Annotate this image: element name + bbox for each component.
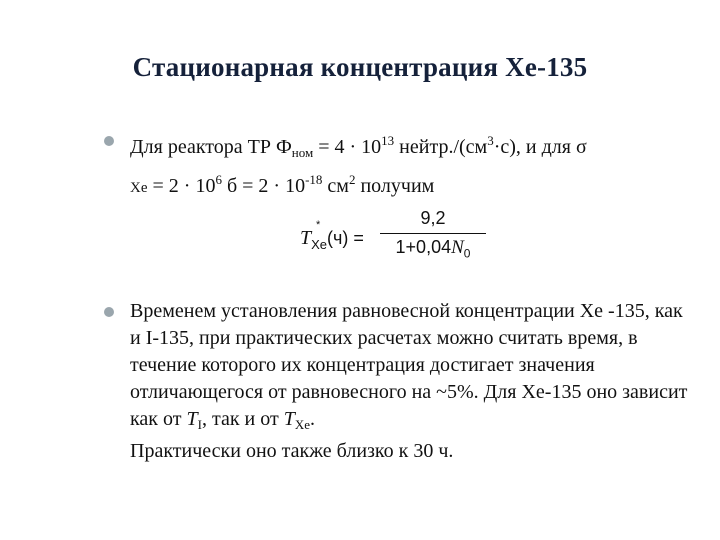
fraction-bar — [380, 233, 486, 234]
formula-star: * — [316, 219, 321, 231]
formula-numerator: 9,2 — [420, 208, 446, 228]
formula-denominator: $1+0,04N_0$ — [395, 237, 471, 261]
paragraph-equilibrium-time: Временем установления равновесной концентрации Xe -135, как и I-135, при практических расчетах можно считать время, в течение которого их концентрация достигает значения отличающегося от равновесного на ~5%. Для Xe-135 оно зависит как от $T_I$, так и от $T_{Xe}$. Практически оно также близко к 30 ч. — [130, 300, 688, 462]
formula-lhs: $T_{Xe}(ч)$ = — [300, 227, 364, 252]
paragraph-reactor-params: Для реактора ТР $Ф_{ном} = 4 \cdot 10^{13}$ $нейтр./(см^3\cdot с)$, и для σ $Xe = 2 \cdot 10^6$ $б = 2 \cdot 10^{-18}$ $см^2$ получим — [130, 133, 587, 197]
bullet-icon — [104, 307, 114, 317]
bullet-icon — [104, 136, 114, 146]
formula-fraction — [380, 208, 486, 261]
equilibrium-time-formula — [300, 205, 500, 275]
slide-title: Стационарная концентрация Xe-135 — [132, 52, 588, 82]
